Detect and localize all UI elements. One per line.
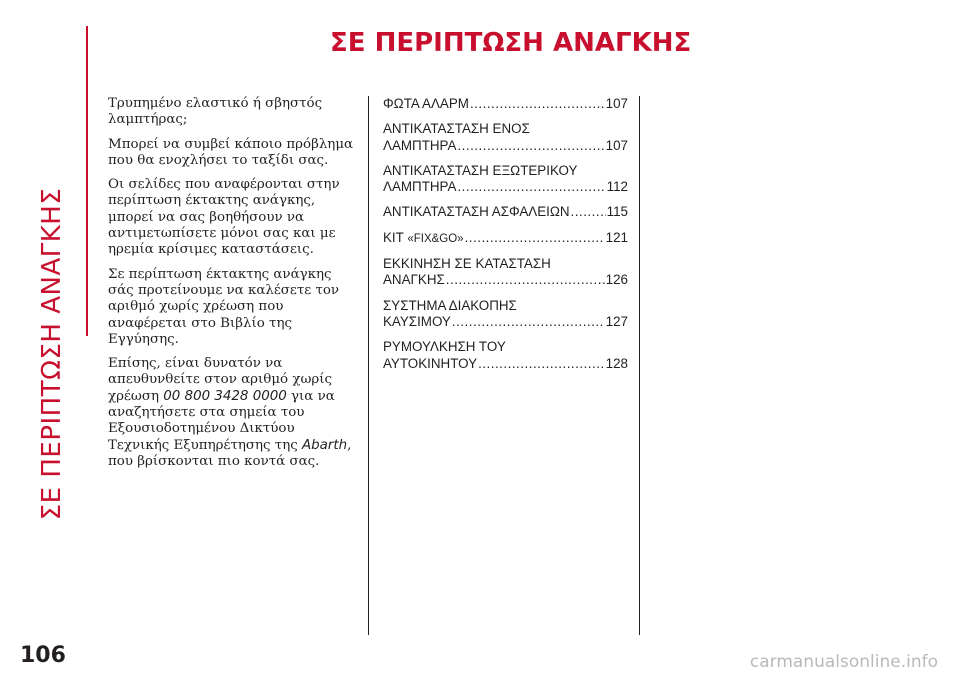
brand-name: Abarth: [301, 437, 348, 453]
toc-leader-dots: [465, 230, 605, 246]
intro-paragraph-5: [108, 356, 358, 470]
toc-item-label: ΛΑΜΠΤΗΡΑ: [383, 137, 457, 153]
toc-item-label: ΑΥΤΟΚΙΝΗΤΟΥ: [383, 355, 478, 371]
toc-leader-dots: [478, 356, 605, 372]
toc-item-label: ΦΩΤΑ ΑΛΑΡΜ: [383, 96, 469, 111]
toc-page-number: 115: [606, 204, 628, 220]
intro-paragraph-1: Τρυπημένο ελαστικό ή σβηστός λαμπτήρας;: [108, 96, 323, 128]
toc-item-label-line1: ΑΝΤΙΚΑΤΑΣΤΑΣΗ ΕΞΩΤΕΡΙΚΟΥ: [383, 162, 578, 178]
toc-item-label: KIT: [383, 229, 404, 245]
toc-item-vehicle-towing[interactable]: [383, 339, 628, 372]
toc-item-label: ΑΝΑΓΚΗΣ: [383, 272, 445, 288]
page-title: ΣΕ ΠΕΡΙΠΤΩΣΗ ΑΝΑΓΚΗΣ: [330, 28, 692, 58]
page-number: 106: [20, 643, 66, 668]
toc-leader-dots: [457, 179, 605, 195]
toc-item-bulb-replacement[interactable]: [383, 121, 628, 154]
toc-leader-dots: [571, 204, 606, 220]
side-section-title: ΣΕ ΠΕΡΙΠΤΩΣΗ ΑΝΑΓΚΗΣ: [37, 187, 67, 521]
intro-paragraph-5-part-b: για να αναζητήσετε στα σημεία του Εξουσιοδοτημένου Δικτύου Τεχνικής Εξυπηρέτησης της: [108, 388, 335, 453]
intro-paragraph-4: Σε περίπτωση έκτακτης ανάγκης σάς προτείνουμε να καλέσετε τον αριθμό χωρίς χρέωση που αναφέρεται στο Βιβλίο της Εγγύησης.: [108, 266, 340, 347]
toc-item-label-line1: ΑΝΤΙΚΑΤΑΣΤΑΣΗ ΕΝΟΣ: [383, 121, 530, 137]
toc-page-number: 107: [605, 96, 628, 111]
toc-leader-dots: [446, 272, 605, 288]
free-phone-number: 00 800 3428 0000: [163, 388, 287, 404]
toc-leader-dots: [452, 314, 605, 330]
toc-item-label: ΚΑΥΣΙΜΟΥ: [383, 313, 451, 329]
intro-paragraph-5-part-c: , που βρίσκονται πιο κοντά σας.: [108, 437, 352, 469]
intro-paragraph-3: Οι σελίδες που αναφέρονται στην περίπτωση έκτακτης ανάγκης, μπορεί να σας βοηθήσουν να αντιμετωπίσετε μόνοι σας και με ηρεμία κρίσιμες καταστάσεις.: [108, 177, 340, 258]
toc-item-emergency-start[interactable]: [383, 256, 628, 289]
toc-item-exterior-bulb-replacement[interactable]: [383, 163, 628, 196]
column-divider: [368, 96, 369, 635]
toc-leader-dots: [457, 138, 604, 154]
table-of-contents: [383, 96, 628, 381]
toc-page-number: 107: [605, 137, 628, 153]
toc-item-label-small: «FIX&GO»: [407, 232, 464, 245]
toc-item-label: ΑΝΤΙΚΑΤΑΣΤΑΣΗ ΑΣΦΑΛΕΙΩΝ: [383, 204, 570, 220]
intro-text-column: [108, 96, 358, 478]
toc-item-label-line1: ΡΥΜΟΥΛΚΗΣΗ ΤΟΥ: [383, 339, 506, 355]
toc-item-fuel-cutoff-system[interactable]: [383, 298, 628, 331]
toc-page-number: 126: [605, 272, 628, 288]
toc-item-fix-and-go-kit[interactable]: [383, 230, 628, 247]
watermark: carmanualsonline.info: [749, 652, 938, 672]
toc-page-number: 127: [605, 313, 628, 329]
toc-leader-dots: [470, 96, 605, 112]
toc-page-number: 121: [605, 229, 628, 245]
toc-item-hazard-lights[interactable]: [383, 96, 628, 112]
intro-paragraph-2: Μπορεί να συμβεί κάποιο πρόβλημα που θα ενοχλήσει το ταξίδι σας.: [108, 136, 354, 168]
toc-page-number: 112: [606, 179, 628, 195]
toc-item-label: ΛΑΜΠΤΗΡΑ: [383, 179, 457, 195]
right-column-divider: [639, 96, 640, 635]
toc-item-fuse-replacement[interactable]: [383, 204, 628, 220]
intro-paragraph-5-part-a: Επίσης, είναι δυνατόν να απευθυνθείτε στον αριθμό χωρίς χρέωση: [108, 356, 333, 404]
toc-item-label-line1: ΕΚΚΙΝΗΣΗ ΣΕ ΚΑΤΑΣΤΑΣΗ: [383, 256, 551, 272]
toc-item-label-line1: ΣΥΣΤΗΜΑ ΔΙΑΚΟΠΗΣ: [383, 297, 517, 313]
side-accent-line: [86, 26, 88, 336]
toc-page-number: 128: [605, 355, 628, 371]
